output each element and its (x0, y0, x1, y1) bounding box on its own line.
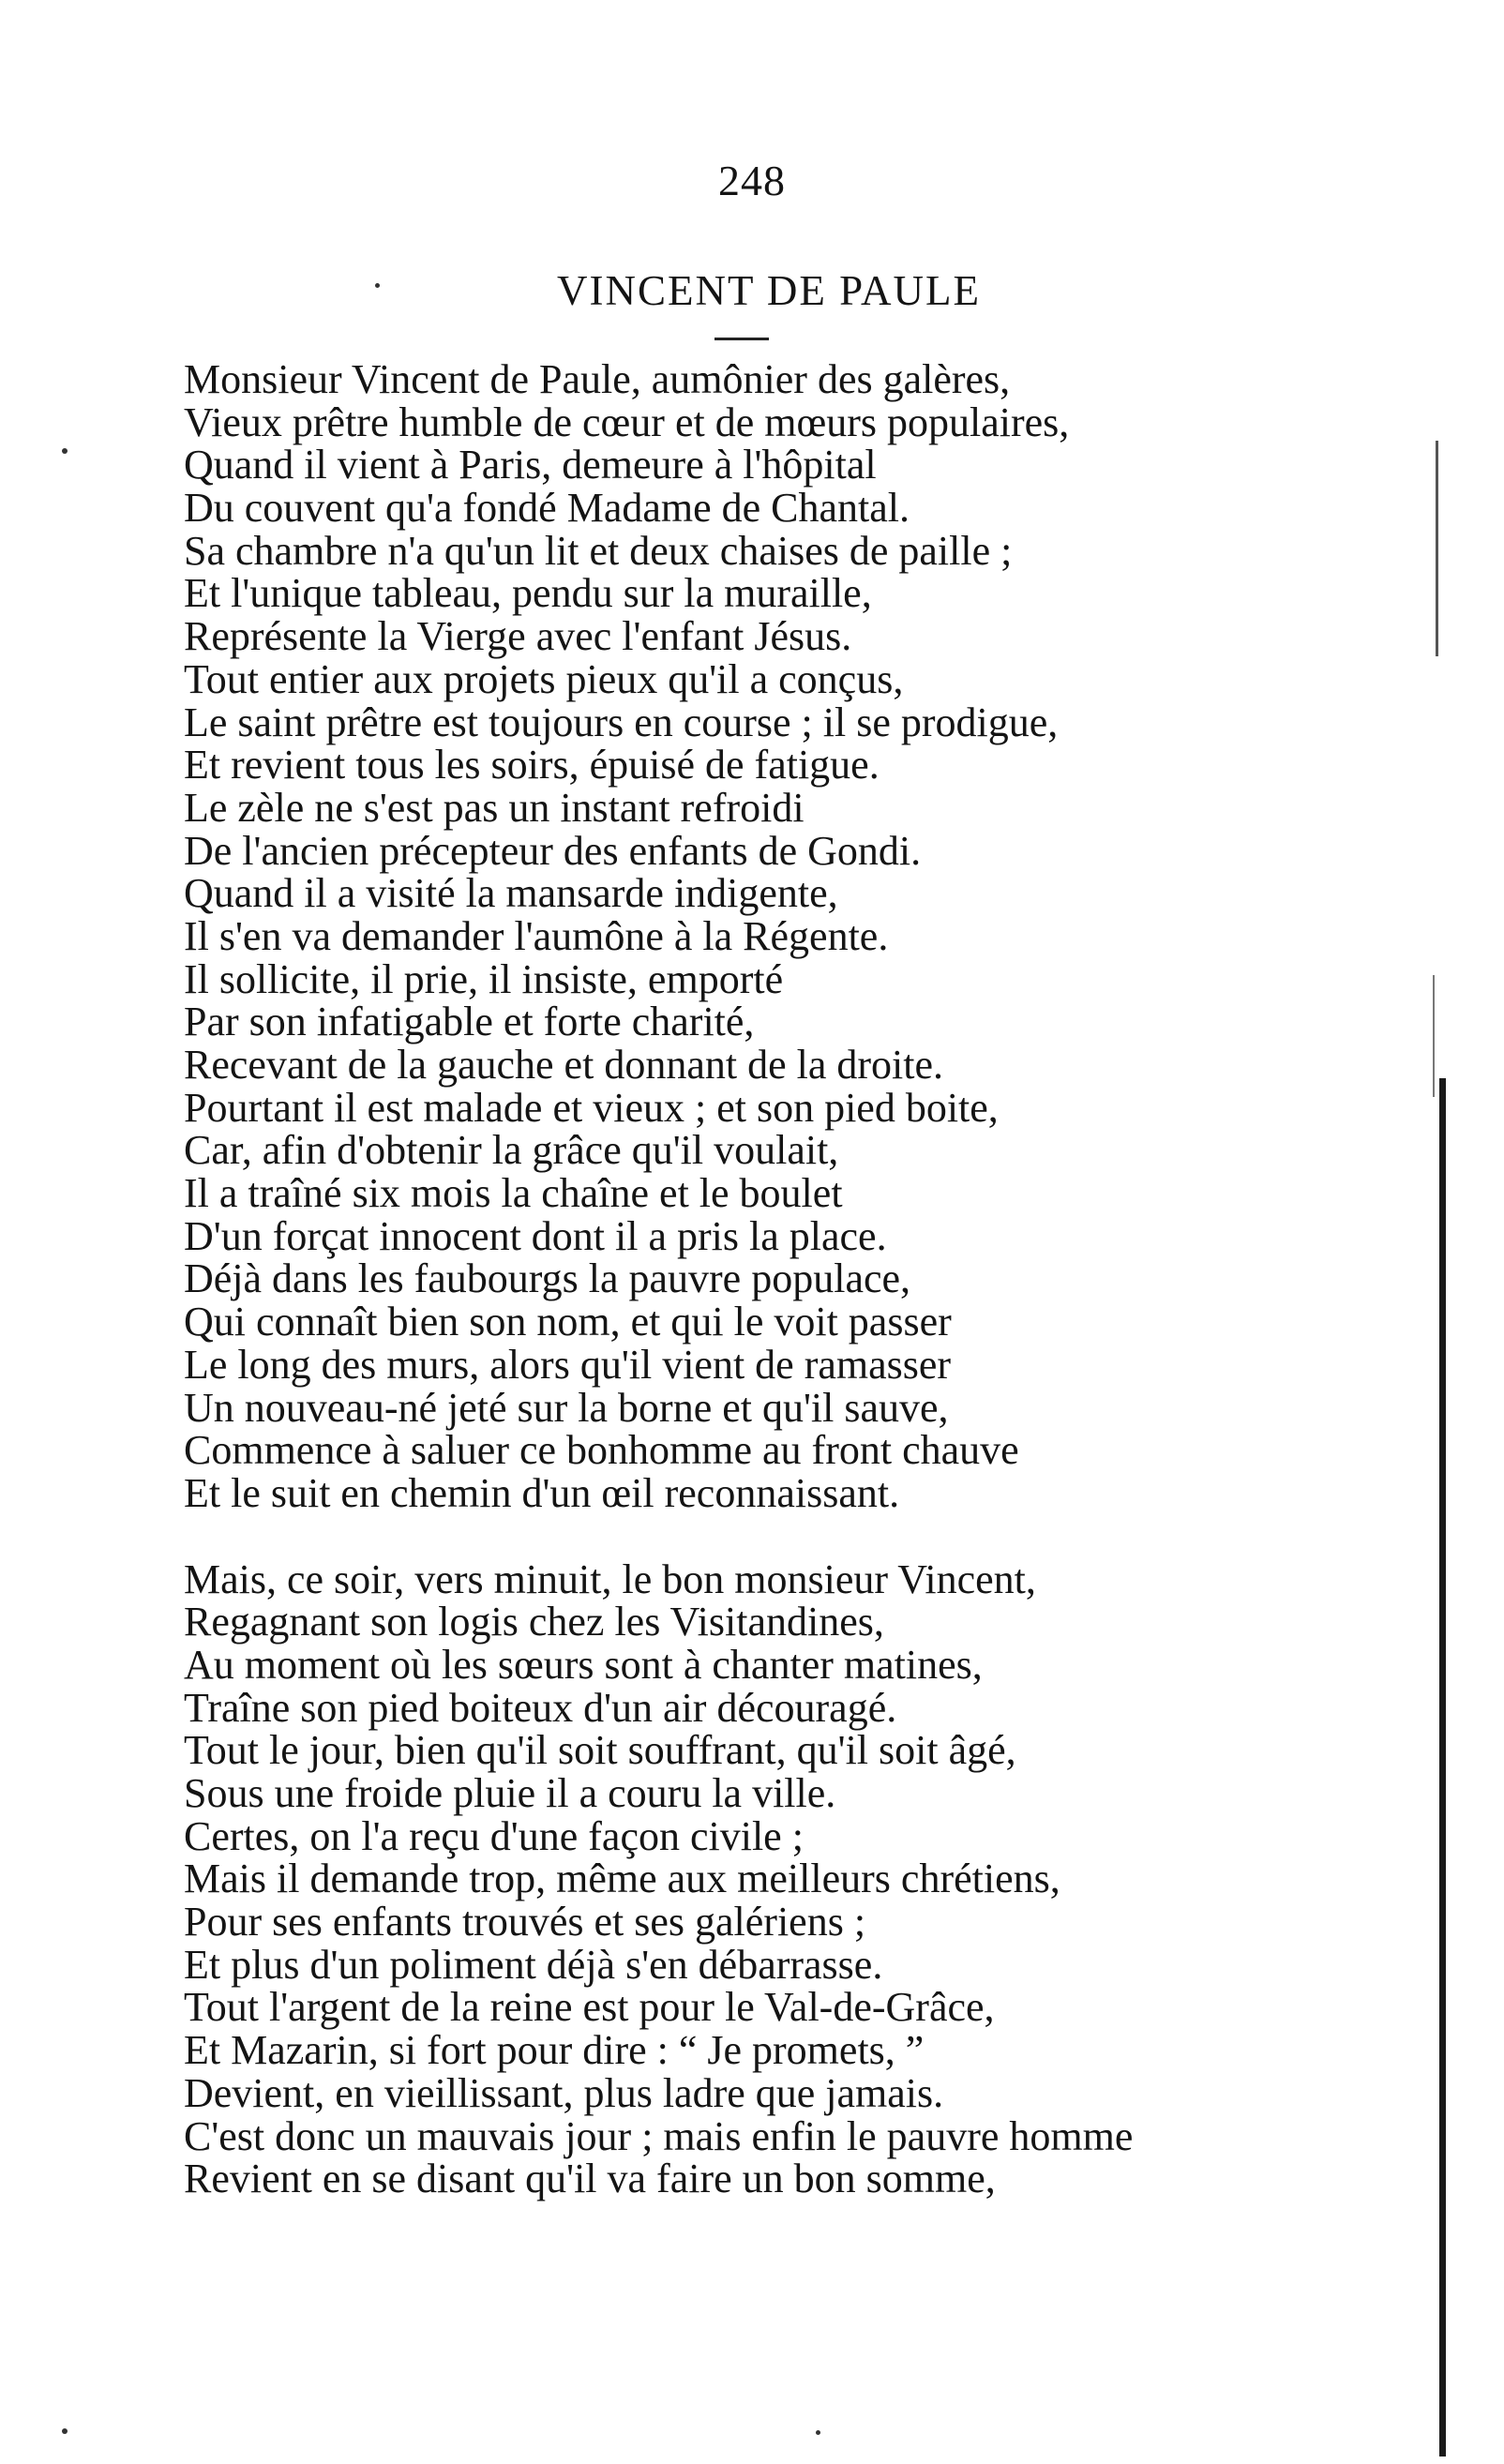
poem-line: Recevant de la gauche et donnant de la droite. (184, 1042, 943, 1088)
stanza-1 (184, 358, 1403, 1515)
poem-line: Vieux prêtre humble de cœur et de mœurs populaires, (184, 398, 1070, 445)
margin-scan-line-lower (1439, 1078, 1446, 2456)
poem-line: Sa chambre n'a qu'un lit et deux chaises de paille ; (184, 527, 1013, 574)
poem-line: Regagnant son logis chez les Visitandines, (184, 1599, 884, 1645)
poem-line: Quand il vient à Paris, demeure à l'hôpital (184, 442, 877, 488)
poem-line: De l'ancien précepteur des enfants de Gondi. (184, 827, 922, 874)
poem-line: Sous une froide pluie il a couru la ville. (184, 1770, 836, 1816)
poem-line: Quand il a visité la mansarde indigente, (184, 870, 838, 917)
poem-line: Représente la Vierge avec l'enfant Jésus. (184, 613, 852, 660)
title-rule (714, 338, 769, 340)
speck-left-1 (62, 448, 68, 454)
poem-line: Traîne son pied boiteux d'un air découragé. (184, 1684, 897, 1731)
poem-line: Le zèle ne s'est pas un instant refroidi (184, 784, 805, 831)
poem-line: Revient en se disant qu'il va faire un bon somme, (184, 2156, 996, 2202)
poem-line: Tout l'argent de la reine est pour le Val-de-Grâce, (184, 1984, 995, 2031)
poem-line: Le long des murs, alors qu'il vient de ramasser (184, 1341, 952, 1388)
poem-line: D'un forçat innocent dont il a pris la place. (184, 1212, 887, 1259)
poem-line: Il a traîné six mois la chaîne et le boulet (184, 1170, 843, 1217)
stanza-2 (184, 1555, 1403, 2202)
poem-line: Un nouveau-né jeté sur la borne et qu'il sauve, (184, 1384, 949, 1431)
poem-line: Et revient tous les soirs, épuisé de fatigue. (184, 742, 880, 789)
poem-line: Au moment où les sœurs sont à chanter matines, (184, 1641, 983, 1688)
poem-line: Pour ses enfants trouvés et ses galériens ; (184, 1899, 866, 1946)
poem-line: Et Mazarin, si fort pour dire : “ Je promets, ” (184, 2027, 925, 2074)
poem-line: Le saint prêtre est toujours en course ; il se prodigue, (184, 699, 1059, 745)
poem-line: Commence à saluer ce bonhomme au front chauve (184, 1427, 1019, 1474)
page-number: 248 (718, 157, 786, 204)
poem-line: Qui connaît bien son nom, et qui le voit passer (184, 1299, 952, 1345)
poem-title: VINCENT DE PAULE (556, 267, 981, 314)
poem-line: Mais il demande trop, même aux meilleurs chrétiens, (184, 1856, 1060, 1902)
poem-line: Il s'en va demander l'aumône à la Régente. (184, 912, 889, 959)
poem-line: Pourtant il est malade et vieux ; et son pied boite, (184, 1084, 999, 1131)
poem-line: Du couvent qu'a fondé Madame de Chantal. (184, 485, 910, 532)
speck-bottom (816, 2430, 820, 2435)
poem-line: Par son infatigable et forte charité, (184, 999, 755, 1045)
poem-line: Mais, ce soir, vers minuit, le bon monsieur Vincent, (184, 1555, 1036, 1602)
poem-line: Certes, on l'a reçu d'une façon civile ; (184, 1812, 804, 1859)
speck-title (375, 283, 380, 288)
speck-left-2 (62, 2428, 68, 2434)
margin-scan-line-upper (1436, 441, 1438, 656)
poem-body (184, 358, 1403, 2201)
poem-line: Tout le jour, bien qu'il soit souffrant, qu'il soit âgé, (184, 1727, 1016, 1774)
poem-line: Déjà dans les faubourgs la pauvre populace, (184, 1255, 911, 1302)
poem-line: Tout entier aux projets pieux qu'il a conçus, (184, 655, 904, 702)
poem-line: Car, afin d'obtenir la grâce qu'il voulait, (184, 1127, 839, 1174)
poem-line: Il sollicite, il prie, il insiste, emporté (184, 955, 784, 1002)
poem-line: Monsieur Vincent de Paule, aumônier des galères, (184, 356, 1011, 402)
poem-line: Et plus d'un poliment déjà s'en débarrasse. (184, 1941, 883, 1988)
poem-line: Et le suit en chemin d'un œil reconnaissant. (184, 1469, 900, 1516)
poem-line: Et l'unique tableau, pendu sur la muraille, (184, 570, 872, 617)
margin-scan-line-middle (1433, 975, 1435, 1097)
poem-line: C'est donc un mauvais jour ; mais enfin le pauvre homme (184, 2112, 1134, 2159)
poem-line: Devient, en vieillissant, plus ladre que jamais. (184, 2069, 944, 2116)
